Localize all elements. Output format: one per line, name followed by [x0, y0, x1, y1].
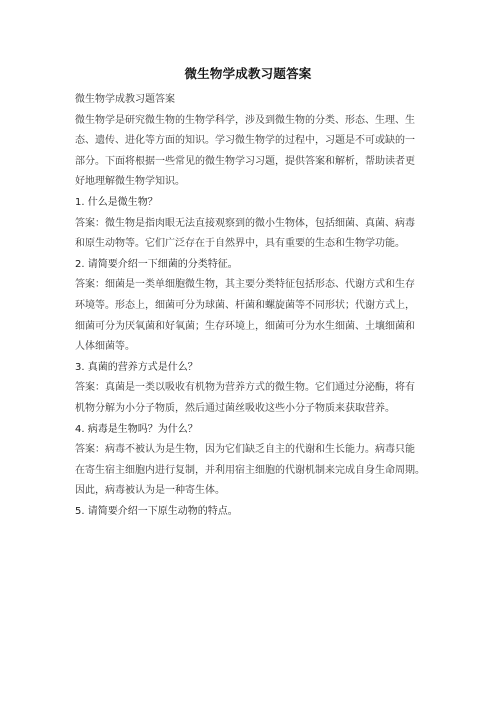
answer-line: 人体细菌等。: [75, 341, 135, 353]
body-line: 好地理解微生物学知识。: [75, 176, 185, 188]
question-heading: 2. 请简要介绍一下细菌的分类特征。: [75, 258, 238, 270]
answer-line: 因此，病毒被认为是一种寄生体。: [75, 485, 225, 497]
answer-line: 机物分解为小分子物质，然后通过菌丝吸收这些小分子物质来获取营养。: [75, 402, 395, 414]
answer-line: 细菌可分为厌氧菌和好氧菌；生存环境上，细菌可分为水生细菌、土壤细菌和: [75, 320, 415, 332]
question-heading: 4. 病毒是生物吗？为什么？: [75, 423, 198, 435]
document-body: [75, 90, 425, 522]
body-line: 态、遗传、进化等方面的知识。学习微生物学的过程中，习题是不可或缺的一: [75, 135, 415, 147]
question-heading: 1. 什么是微生物？: [75, 196, 158, 208]
body-line: 部分。下面将根据一些常见的微生物学习习题，提供答案和解析，帮助读者更: [75, 155, 415, 167]
document-title: 微生物学成教习题答案: [184, 66, 312, 81]
answer-line: 答案：真菌是一类以吸收有机物为营养方式的微生物。它们通过分泌酶，将有: [75, 382, 415, 394]
question-heading: 3. 真菌的营养方式是什么？: [75, 361, 198, 373]
body-line: 微生物学是研究微生物的生物学科学，涉及到微生物的分类、形态、生理、生: [75, 114, 415, 126]
answer-line: 答案：细菌是一类单细胞微生物，其主要分类特征包括形态、代谢方式和生存: [75, 279, 415, 291]
answer-line: 环境等。形态上，细菌可分为球菌、杆菌和螺旋菌等不同形状；代谢方式上，: [75, 299, 415, 311]
answer-line: 和原生动物等。它们广泛存在于自然界中，具有重要的生态和生物学功能。: [75, 238, 405, 250]
question-heading: 5. 请简要介绍一下原生动物的特点。: [75, 505, 238, 517]
body-line: 微生物学成教习题答案: [75, 94, 175, 105]
answer-line: 在寄生宿主细胞内进行复制，并利用宿主细胞的代谢机制来完成自身生命周期。: [75, 464, 425, 476]
answer-line: 答案：病毒不被认为是生物，因为它们缺乏自主的代谢和生长能力。病毒只能: [75, 444, 415, 456]
answer-line: 答案：微生物是指肉眼无法直接观察到的微小生物体，包括细菌、真菌、病毒: [75, 217, 415, 229]
